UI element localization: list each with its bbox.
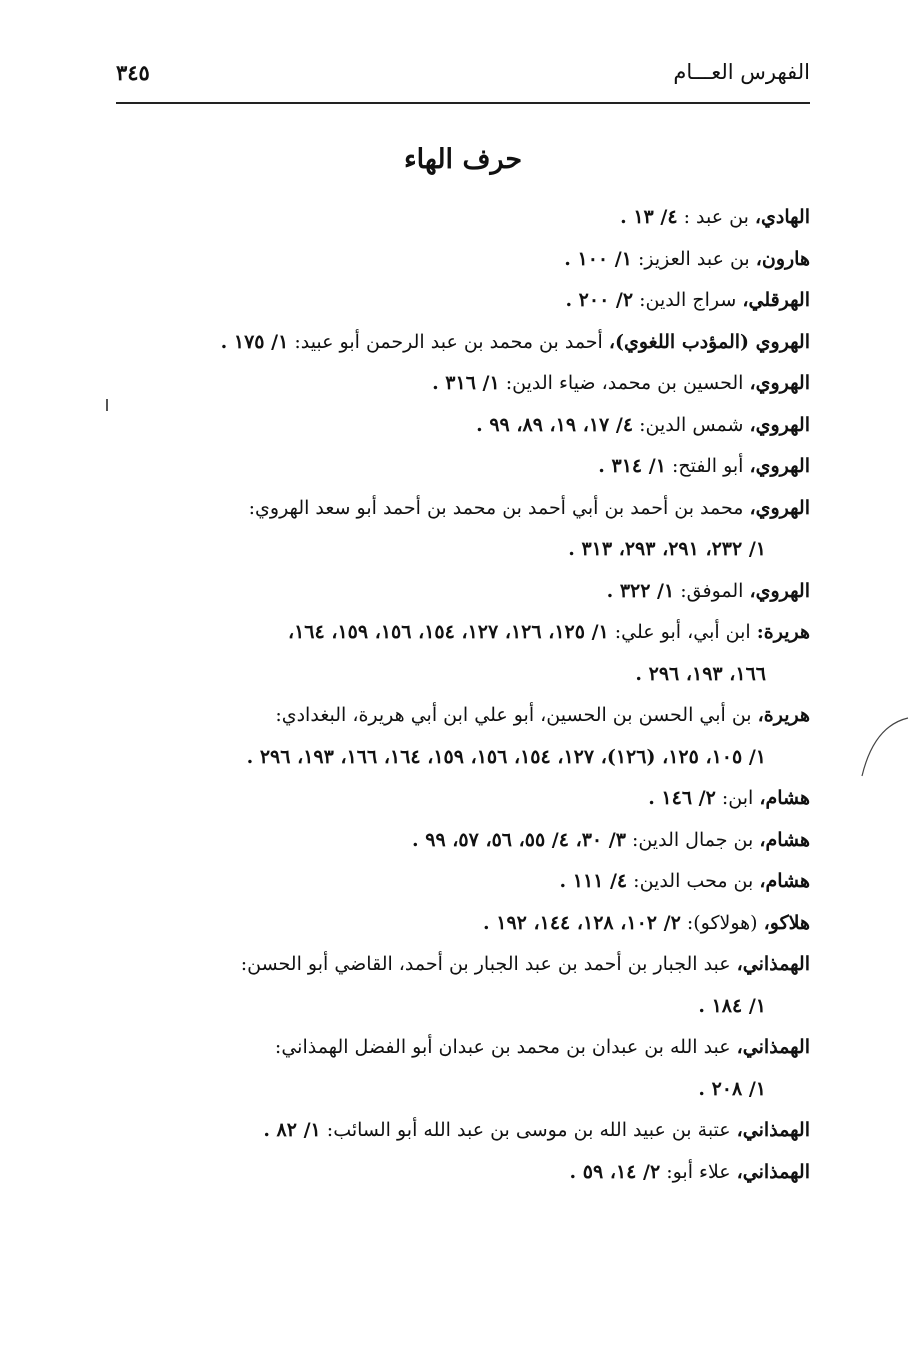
- running-header: [116, 58, 810, 94]
- entry-text: ابن:: [715, 787, 760, 809]
- entry-text: أحمد بن محمد بن عبد الرحمن أبو عبيد:: [288, 330, 609, 353]
- index-entry: [116, 944, 810, 1027]
- entry-text: بن جمال الدين:: [625, 828, 760, 851]
- entry-name: الهمذاني،: [736, 953, 810, 975]
- entry-text: الموفق:: [674, 579, 750, 602]
- entry-name: هلاكو،: [763, 911, 810, 934]
- index-entry: [116, 322, 810, 364]
- running-title: الفهرس العـــام: [673, 60, 810, 84]
- entry-text: عتبة بن عبيد الله بن موسى بن عبد الله أبو السائب:: [320, 1119, 737, 1141]
- index-entry: [116, 903, 810, 945]
- entry-name: هارون،: [755, 247, 810, 270]
- entry-name: الهرقلي،: [742, 289, 810, 311]
- entry-name: الهمذاني،: [736, 1160, 810, 1183]
- entry-name: الهروي (المؤدب اللغوي)،: [608, 330, 810, 353]
- margin-curve-mark: [860, 716, 910, 786]
- index-entry: [116, 405, 810, 447]
- entry-refs: ١/ ٣١٦ .: [432, 372, 500, 394]
- index-entry: [116, 778, 810, 820]
- entry-refs: ٣/ ٣٠، ٤/ ٥٥، ٥٦، ٥٧، ٩٩ .: [412, 828, 626, 851]
- entry-refs-continued: ١/ ٢٠٨ .: [698, 1077, 766, 1100]
- entry-refs-continued: ١/ ٢٣٢، ٢٩١، ٢٩٣، ٣١٣ .: [568, 538, 766, 560]
- index-entries: [116, 197, 810, 1193]
- index-entry: [116, 446, 810, 488]
- entry-refs: ٢/ ١٤، ٥٩ .: [569, 1160, 661, 1183]
- entry-text: عبد الجبار بن أحمد بن عبد الجبار بن أحمد، القاضي أبو الحسن:: [240, 953, 737, 975]
- entry-name: الهروي،: [749, 455, 810, 477]
- index-entry: [116, 239, 810, 281]
- entry-name: الهادي،: [754, 206, 810, 228]
- index-entry: [116, 695, 810, 778]
- index-entry: [116, 571, 810, 613]
- entry-name: هشام،: [759, 870, 810, 892]
- entry-name: الهروي،: [749, 579, 810, 602]
- entry-text: شمس الدين:: [633, 413, 750, 436]
- index-entry: [116, 280, 810, 322]
- entry-name: الهروي،: [749, 413, 810, 436]
- margin-mark: [106, 399, 108, 411]
- entry-text: (هولاكو):: [680, 911, 764, 934]
- entry-text: علاء أبو:: [660, 1160, 737, 1183]
- index-entry: [116, 1027, 810, 1110]
- entry-refs: ١/ ١٢٥، ١٢٦، ١٢٧، ١٥٤، ١٥٦، ١٥٩، ١٦٤،: [287, 621, 609, 643]
- entry-refs: ١/ ١٧٥ .: [220, 330, 289, 353]
- entry-refs: ١/ ٣١٤ .: [598, 455, 666, 477]
- entry-name: الهمذاني،: [736, 1119, 810, 1141]
- entry-name: هريرة،: [757, 704, 810, 726]
- entry-name: هشام،: [759, 828, 810, 851]
- index-entry: [116, 1152, 810, 1194]
- entry-text: أبو الفتح:: [665, 455, 750, 477]
- page-number: ٣٤٥: [116, 60, 150, 85]
- index-entry: [116, 1110, 810, 1152]
- index-entry: [116, 612, 810, 695]
- entry-name: هشام،: [759, 787, 810, 809]
- entry-name: الهمذاني،: [736, 1036, 810, 1058]
- entry-refs-continued: ١/ ١٠٥، ١٢٥، (١٢٦)، ١٢٧، ١٥٤، ١٥٦، ١٥٩، ١٦٤، ١٦٦، ١٩٣، ٢٩٦ .: [246, 745, 766, 768]
- entry-refs: ٤/ ١١١ .: [559, 870, 628, 892]
- entry-refs: ١/ ١٠٠ .: [564, 247, 632, 270]
- entry-refs: ٤/ ١٧، ١٩، ٨٩، ٩٩ .: [476, 413, 634, 436]
- entry-text: محمد بن أحمد بن أبي أحمد بن محمد بن أحمد أبو سعد الهروي:: [248, 496, 750, 519]
- entry-text: بن محب الدين:: [627, 870, 760, 892]
- entry-refs-continued: ١٦٦، ١٩٣، ٢٩٦ .: [635, 662, 766, 685]
- header-rule: [116, 102, 810, 104]
- index-entry: [116, 363, 810, 405]
- index-entry: [116, 197, 810, 239]
- entry-text: بن عبد :: [677, 206, 755, 228]
- entry-refs: ٢/ ١٤٦ .: [648, 787, 716, 809]
- entry-text: بن عبد العزيز:: [631, 247, 756, 270]
- entry-refs: ٢/ ٢٠٠ .: [565, 289, 634, 311]
- entry-text: سراج الدين:: [633, 289, 743, 311]
- entry-name: الهروي،: [749, 372, 810, 394]
- entry-refs: ١/ ٣٢٢ .: [606, 579, 675, 602]
- entry-text: بن أبي الحسن بن الحسين، أبو علي ابن أبي هريرة، البغدادي:: [275, 704, 758, 726]
- entry-refs: ٢/ ١٠٢، ١٢٨، ١٤٤، ١٩٢ .: [483, 911, 681, 934]
- entry-text: ابن أبي، أبو علي:: [608, 621, 757, 643]
- section-heading: حرف الهاء: [403, 144, 523, 175]
- index-entry: [116, 820, 810, 862]
- index-entry: [116, 488, 810, 571]
- entry-text: عبد الله بن عبدان بن محمد بن عبدان أبو الفضل الهمذاني:: [274, 1036, 737, 1058]
- entry-refs: ١/ ٨٢ .: [263, 1119, 321, 1141]
- entry-name: الهروي،: [749, 496, 810, 519]
- entry-refs-continued: ١/ ١٨٤ .: [698, 994, 766, 1017]
- index-entry: [116, 861, 810, 903]
- entry-name: هريرة:: [756, 621, 810, 643]
- entry-text: الحسين بن محمد، ضياء الدين:: [499, 372, 750, 394]
- entry-refs: ٤/ ١٣ .: [620, 206, 678, 228]
